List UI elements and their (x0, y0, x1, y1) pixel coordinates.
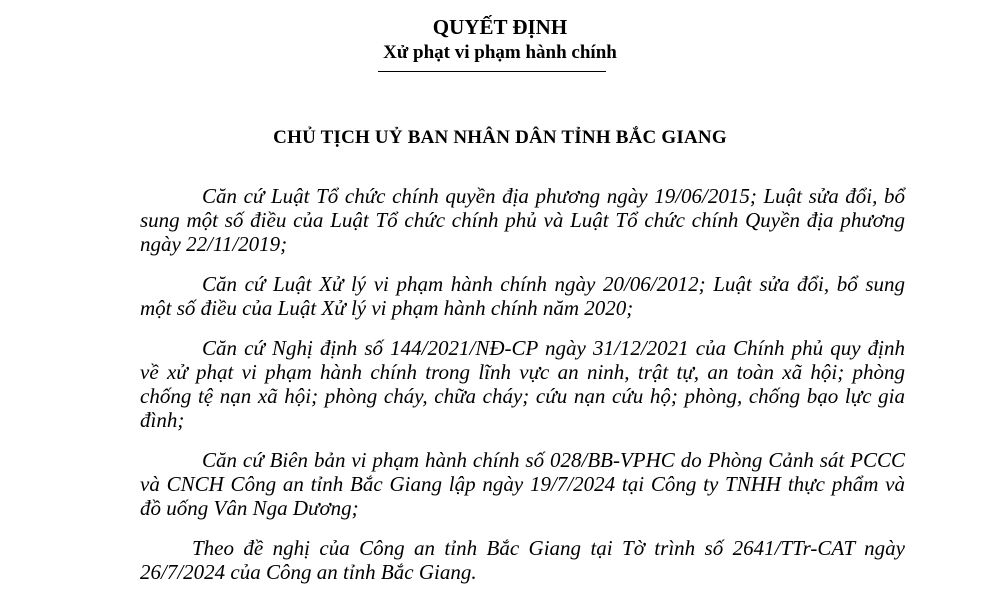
document-body (140, 184, 905, 600)
issuing-authority: CHỦ TỊCH UỶ BAN NHÂN DÂN TỈNH BẮC GIANG (273, 127, 727, 148)
legal-basis-paragraph: Căn cứ Biên bản vi phạm hành chính số 028/BB-VPHC do Phòng Cảnh sát PCCC và CNCH Công an tỉnh Bắc Giang lập ngày 19/7/2024 tại Công ty TNHH thực phẩm và đồ uống Vân Nga Dương; (140, 448, 905, 520)
document-title: QUYẾT ĐỊNH (432, 15, 568, 39)
title-underline (378, 71, 606, 72)
document-subtitle: Xử phạt vi phạm hành chính (383, 42, 617, 63)
legal-basis-paragraph: Căn cứ Luật Xử lý vi phạm hành chính ngày 20/06/2012; Luật sửa đổi, bổ sung một số điều của Luật Xử lý vi phạm hành chính năm 2020; (140, 272, 905, 320)
proposal-paragraph: Theo đề nghị của Công an tỉnh Bắc Giang tại Tờ trình số 2641/TTr-CAT ngày 26/7/2024 của Công an tỉnh Bắc Giang. (140, 536, 905, 584)
legal-basis-paragraph: Căn cứ Nghị định số 144/2021/NĐ-CP ngày 31/12/2021 của Chính phủ quy định về xử phạt vi phạm hành chính trong lĩnh vực an ninh, trật tự, an toàn xã hội; phòng chống tệ nạn xã hội; phòng cháy, chữa cháy; cứu nạn cứu hộ; phòng, chống bạo lực gia đình; (140, 336, 905, 432)
legal-basis-paragraph: Căn cứ Luật Tổ chức chính quyền địa phương ngày 19/06/2015; Luật sửa đổi, bổ sung một số điều của Luật Tổ chức chính phủ và Luật Tổ chức chính Quyền địa phương ngày 22/11/2019; (140, 184, 905, 256)
